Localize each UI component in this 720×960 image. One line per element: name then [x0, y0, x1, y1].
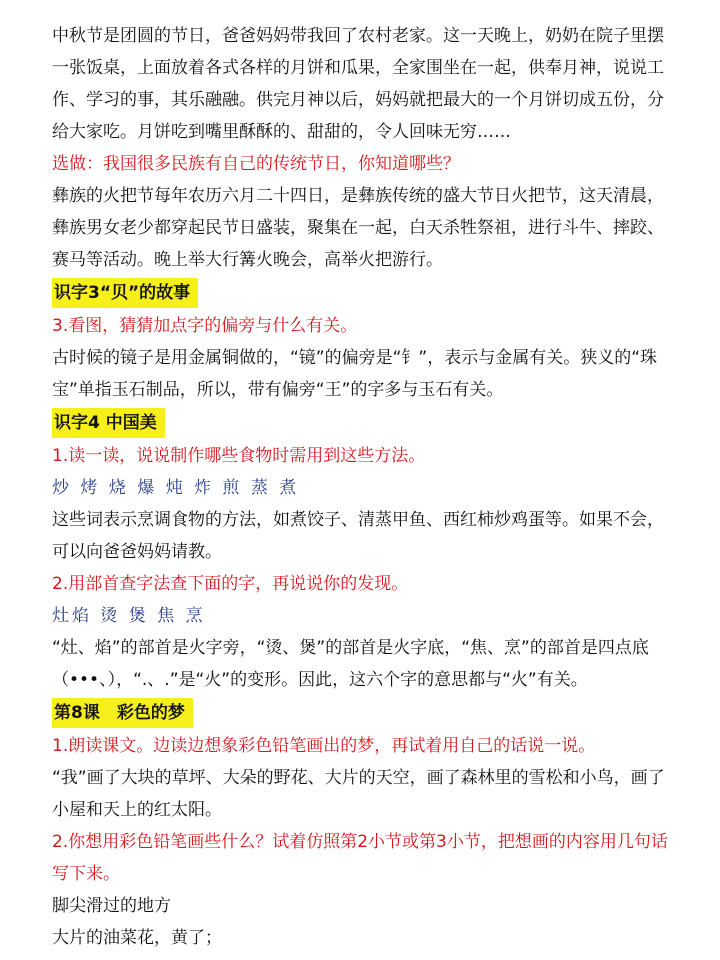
character-list-cooking: 炒 烤 烧 爆 炖 炸 煎 蒸 煮: [52, 478, 300, 498]
paragraph-fire-radicals: “灶、焰”的部首是火字旁，“烫、煲”的部首是火字底，“焦、烹”的部首是四点底（•••、），“.、.”是“火”的变形。因此，这六个字的意思都与“火”有关。: [52, 638, 649, 690]
heading-lesson-shizi-4: [52, 406, 668, 440]
question-radical-guess: 3.看图，猜猜加点字的偏旁与什么有关。: [52, 316, 358, 336]
heading-text: 识字3“贝”的故事: [52, 278, 198, 308]
paragraph-torch-festival: 彝族的火把节每年农历六月二十四日，是彝族传统的盛大节日火把节，这天清晨，彝族男女老少都穿起民节日盛装，聚集在一起，白天杀牲祭祖，进行斗牛、摔跤、赛马等活动。晚上举大行篝火晚会，高举火把游行。: [52, 186, 664, 270]
heading-lesson-shizi-3: [52, 276, 668, 310]
poem-line-2: 大片的油菜花，黄了；: [52, 928, 222, 948]
character-list-fire: 灶焰 烫 煲 焦 烹: [52, 606, 206, 626]
heading-lesson-8: [52, 696, 668, 730]
question-cooking-methods: 1.读一读，说说制作哪些食物时需用到这些方法。: [52, 446, 426, 466]
heading-text: 识字4 中国美: [52, 408, 165, 438]
question-write-imitation: 2.你想用彩色铅笔画些什么？试着仿照第2小节或第3小节，把想画的内容用几句话写下来。: [52, 832, 668, 884]
paragraph-drawing-answer: “我”画了大块的草坪、大朵的野花、大片的天空，画了森林里的雪松和小鸟，画了小屋和天上的红太阳。: [52, 768, 665, 820]
paragraph-cooking-answer: 这些词表示烹调食物的方法，如煮饺子、清蒸甲鱼、西红柿炒鸡蛋等。如果不会，可以向爸爸妈妈请教。: [52, 510, 664, 562]
poem-line-1: 脚尖滑过的地方: [52, 896, 171, 916]
paragraph-mirror-jewel: 古时候的镜子是用金属铜做的，“镜”的偏旁是“钅”，表示与金属有关。狭义的“珠宝”单指玉石制品，所以，带有偏旁“王”的字多与玉石有关。: [52, 348, 658, 400]
question-read-aloud: 1.朗读课文。边读边想象彩色铅笔画出的梦，再试着用自己的话说一说。: [52, 736, 596, 756]
paragraph-mid-autumn: 中秋节是团圆的节日，爸爸妈妈带我回了农村老家。这一天晚上，奶奶在院子里摆一张饭桌，上面放着各式各样的月饼和瓜果，全家围坐在一起，供奉月神，说说工作、学习的事，其乐融融。供完月神以后，妈妈就把最大的一个月饼切成五份，分给大家吃。月饼吃到嘴里酥酥的、甜甜的，令人回味无穷……: [52, 26, 664, 142]
question-ethnic-festivals: 选做：我国很多民族有自己的传统节日，你知道哪些？: [52, 154, 460, 174]
question-radical-lookup: 2.用部首查字法查下面的字，再说说你的发现。: [52, 574, 409, 594]
heading-text: 第8课 彩色的梦: [52, 698, 193, 728]
